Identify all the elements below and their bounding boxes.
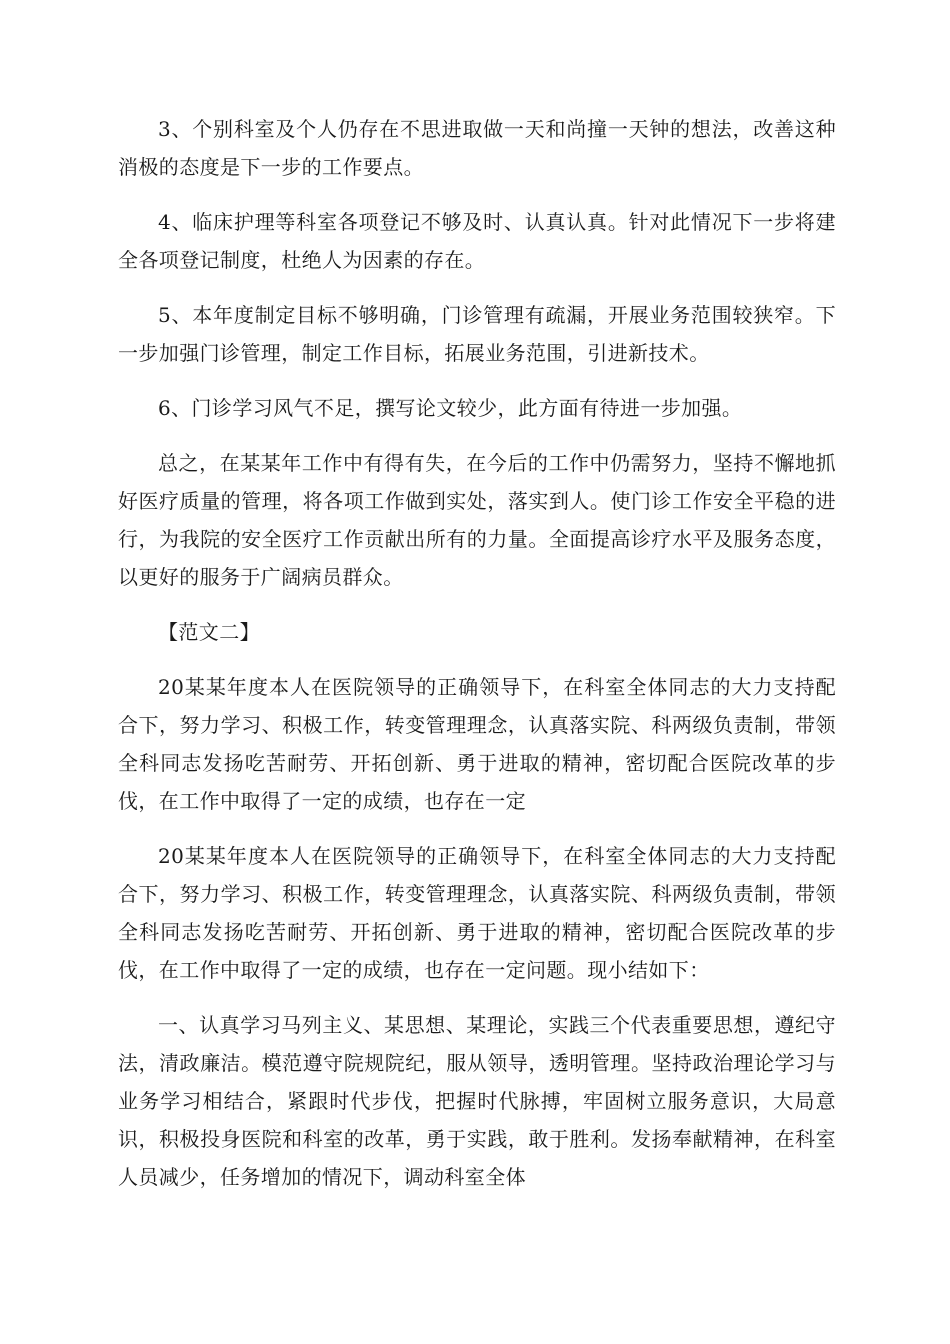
section-heading: 【范文二】 bbox=[158, 620, 260, 644]
paragraph-item-5: 5、本年度制定目标不够明确，门诊管理有疏漏，开展业务范围较狭窄。下一步加强门诊管理，制定工作目标，拓展业务范围，引进新技术。 bbox=[118, 303, 836, 365]
paragraph-item-6: 6、门诊学习风气不足，撰写论文较少，此方面有待进一步加强。 bbox=[158, 396, 743, 420]
paragraph-item-3: 3、个别科室及个人仍存在不思进取做一天和尚撞一天钟的想法，改善这种消极的态度是下一步的工作要点。 bbox=[118, 117, 836, 179]
paragraph-item-4: 4、临床护理等科室各项登记不够及时、认真认真。针对此情况下一步将建全各项登记制度，杜绝人为因素的存在。 bbox=[118, 210, 836, 272]
paragraph-intro-full: 20某某年度本人在医院领导的正确领导下，在科室全体同志的大力支持配合下，努力学习、积极工作，转变管理理念，认真落实院、科两级负责制，带领全科同志发扬吃苦耐劳、开拓创新、勇于进取的精神，密切配合医院改革的步伐，在工作中取得了一定的成绩，也存在一定问题。现小结如下： bbox=[118, 844, 836, 982]
document-body bbox=[118, 110, 836, 1213]
paragraph-point-one: 一、认真学习马列主义、某思想、某理论，实践三个代表重要思想，遵纪守法，清政廉洁。模范遵守院规院纪，服从领导，透明管理。坚持政治理论学习与业务学习相结合，紧跟时代步伐，把握时代脉搏，牢固树立服务意识，大局意识，积极投身医院和科室的改革，勇于实践，敢于胜利。发扬奉献精神，在科室人员减少，任务增加的情况下，调动科室全体 bbox=[118, 1013, 836, 1189]
paragraph-intro-truncated: 20某某年度本人在医院领导的正确领导下，在科室全体同志的大力支持配合下，努力学习、积极工作，转变管理理念，认真落实院、科两级负责制，带领全科同志发扬吃苦耐劳、开拓创新、勇于进取的精神，密切配合医院改革的步伐，在工作中取得了一定的成绩，也存在一定 bbox=[118, 675, 836, 813]
paragraph-summary: 总之，在某某年工作中有得有失，在今后的工作中仍需努力，坚持不懈地抓好医疗质量的管理，将各项工作做到实处，落实到人。使门诊工作安全平稳的进行，为我院的安全医疗工作贡献出所有的力量。全面提高诊疗水平及服务态度，以更好的服务于广阔病员群众。 bbox=[118, 451, 836, 589]
